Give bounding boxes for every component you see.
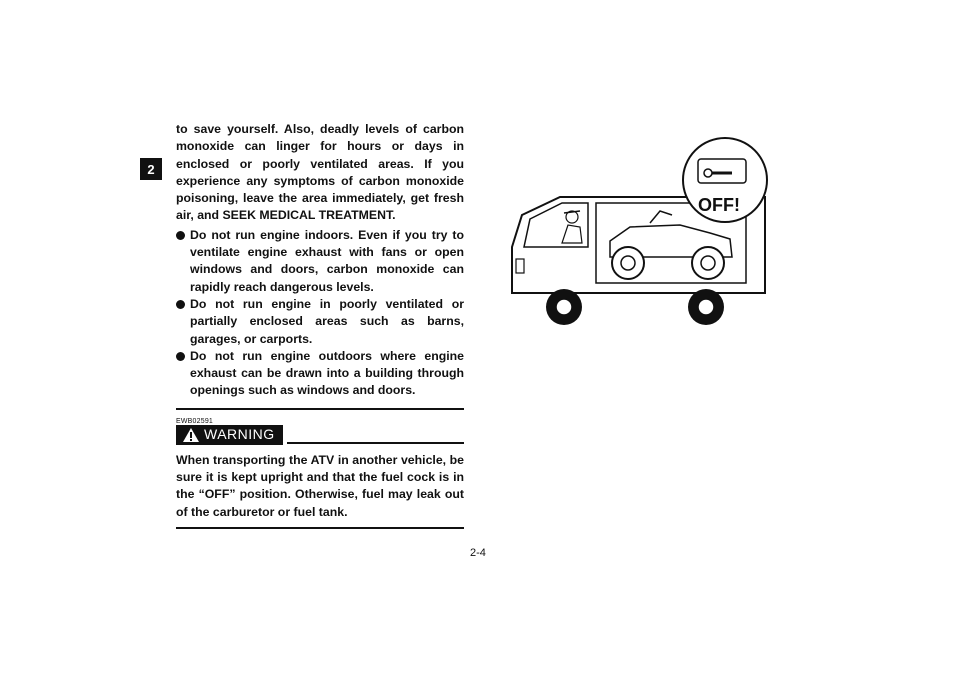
bullet-dot-icon bbox=[176, 352, 185, 361]
bullet-text: Do not run engine indoors. Even if you try to ventilate engine exhaust with fans or open windows and doors, carbon monoxide can rapidly reach dangerous levels. bbox=[190, 227, 464, 294]
warning-bottom-rule bbox=[176, 527, 464, 529]
bullet-item bbox=[176, 348, 464, 400]
bullet-dot-icon bbox=[176, 231, 185, 240]
bullet-dot-icon bbox=[176, 300, 185, 309]
warning-text: When transporting the ATV in another vehicle, be sure it is kept upright and that the fuel cock is in the “OFF” position. Otherwise, fuel may leak out of the carburetor or fuel tank. bbox=[176, 452, 464, 519]
warning-badge bbox=[176, 425, 283, 445]
page-number: 2-4 bbox=[470, 547, 486, 559]
warning-header-line bbox=[287, 442, 464, 444]
chapter-number: 2 bbox=[147, 161, 155, 177]
van-atv-illustration bbox=[500, 135, 780, 335]
text-column bbox=[176, 121, 464, 529]
warning-top-rule bbox=[176, 408, 464, 410]
chapter-tab bbox=[140, 158, 162, 180]
bullet-list bbox=[176, 227, 464, 400]
warning-header bbox=[176, 424, 464, 446]
bullet-text: Do not run engine in poorly ventilated or partially enclosed areas such as barns, garages, or carports. bbox=[190, 296, 464, 346]
warning-label: WARNING bbox=[204, 426, 275, 443]
bullet-item bbox=[176, 296, 464, 348]
bullet-item bbox=[176, 227, 464, 296]
off-label: OFF! bbox=[698, 195, 740, 215]
warning-code: EWB02591 bbox=[176, 417, 214, 425]
bullet-text: Do not run engine outdoors where engine exhaust can be drawn into a building through openings such as windows and doors. bbox=[190, 348, 464, 398]
intro-paragraph: to save yourself. Also, deadly levels of carbon monoxide can linger for hours or days in enclosed or poorly ventilated areas. If you experience any symptoms of carbon monoxide poisoning, leave the area immediately, get fresh air, and SEEK MEDICAL TREATMENT. bbox=[176, 122, 464, 223]
warning-triangle-icon bbox=[182, 427, 200, 443]
